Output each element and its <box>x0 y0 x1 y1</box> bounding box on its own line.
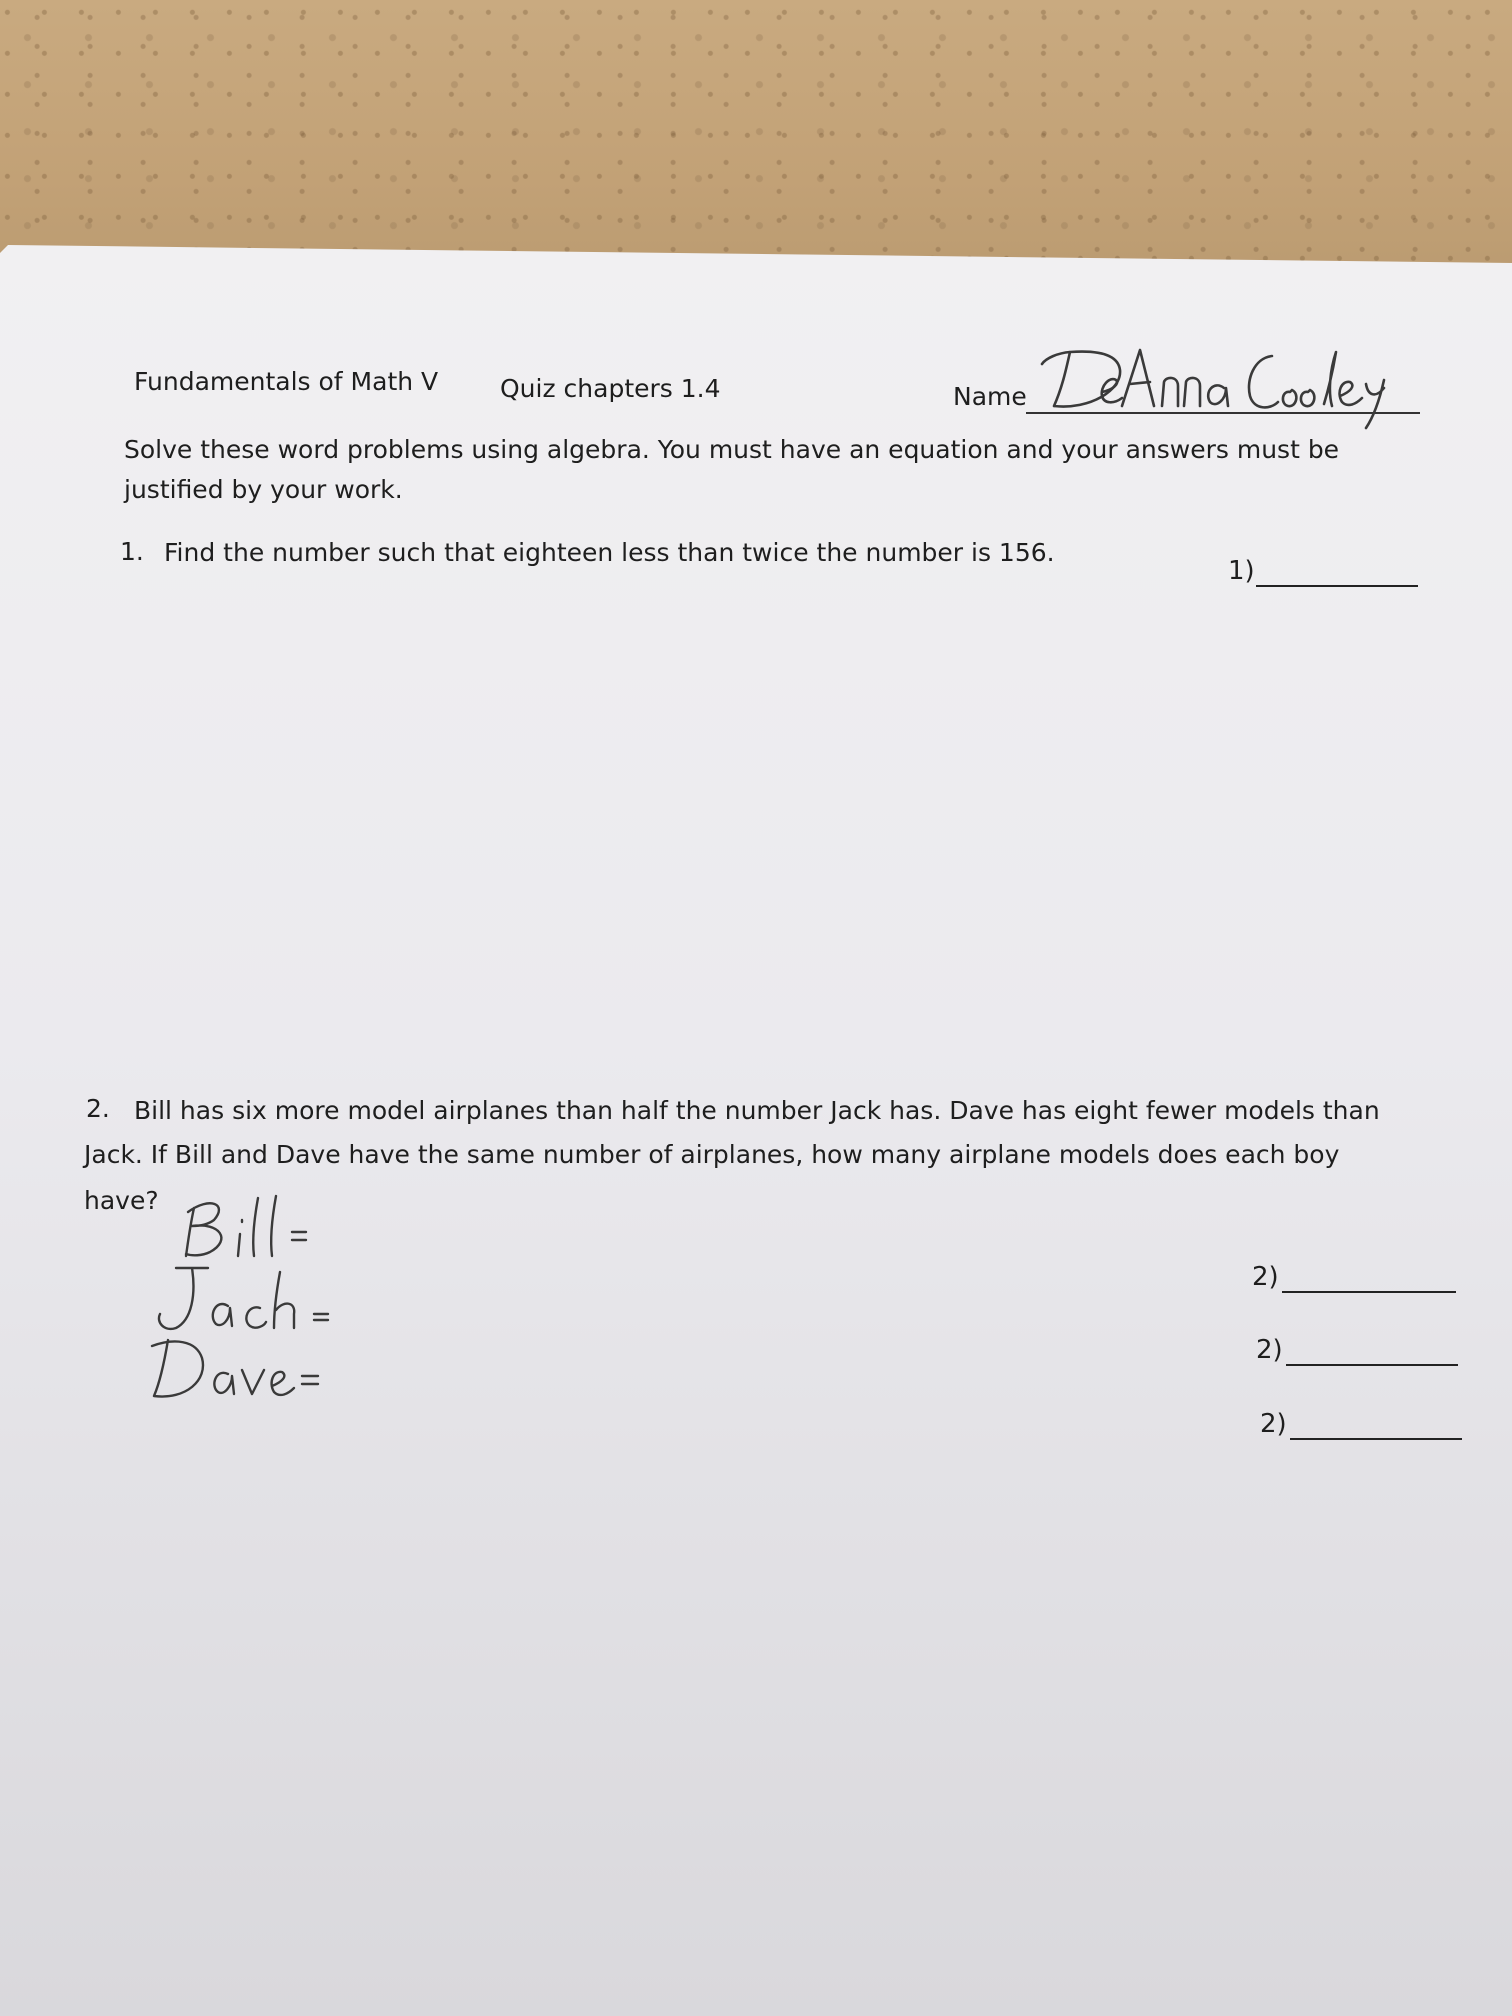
handwritten-jack <box>152 1264 342 1336</box>
answer-1-label: 1) <box>1228 556 1255 586</box>
question-1-text: Find the number such that eighteen less than twice the number is 156. <box>164 538 1055 567</box>
answer-2-label-2: 2) <box>1256 1335 1283 1365</box>
handwritten-dave <box>148 1330 338 1402</box>
student-signature <box>1040 340 1420 430</box>
name-label: Name <box>953 382 1027 411</box>
question-2-line-1: Bill has six more model airplanes than half the number Jack has. Dave has eight fewer models than <box>134 1096 1380 1125</box>
instructions: Solve these word problems using algebra. You must have an equation and your answers must be justified by your work. <box>124 435 1340 504</box>
question-1-number: 1. <box>120 537 144 566</box>
handwritten-bill <box>180 1190 340 1260</box>
quiz-title: Quiz chapters 1.4 <box>500 374 721 403</box>
answer-2-blank-3[interactable] <box>1290 1438 1462 1440</box>
question-2-line-2: Jack. If Bill and Dave have the same number of airplanes, how many airplane models does each boy <box>84 1140 1340 1169</box>
course-title: Fundamentals of Math V <box>134 367 439 396</box>
quiz-paper <box>0 245 1512 2016</box>
answer-1-blank[interactable] <box>1256 585 1418 587</box>
question-2-number: 2. <box>86 1094 110 1123</box>
answer-2-label-3: 2) <box>1260 1409 1287 1439</box>
answer-2-blank-2[interactable] <box>1286 1364 1458 1366</box>
question-2-line-3: have? <box>84 1186 159 1215</box>
answer-2-label-1: 2) <box>1252 1262 1279 1292</box>
answer-2-blank-1[interactable] <box>1282 1291 1456 1293</box>
